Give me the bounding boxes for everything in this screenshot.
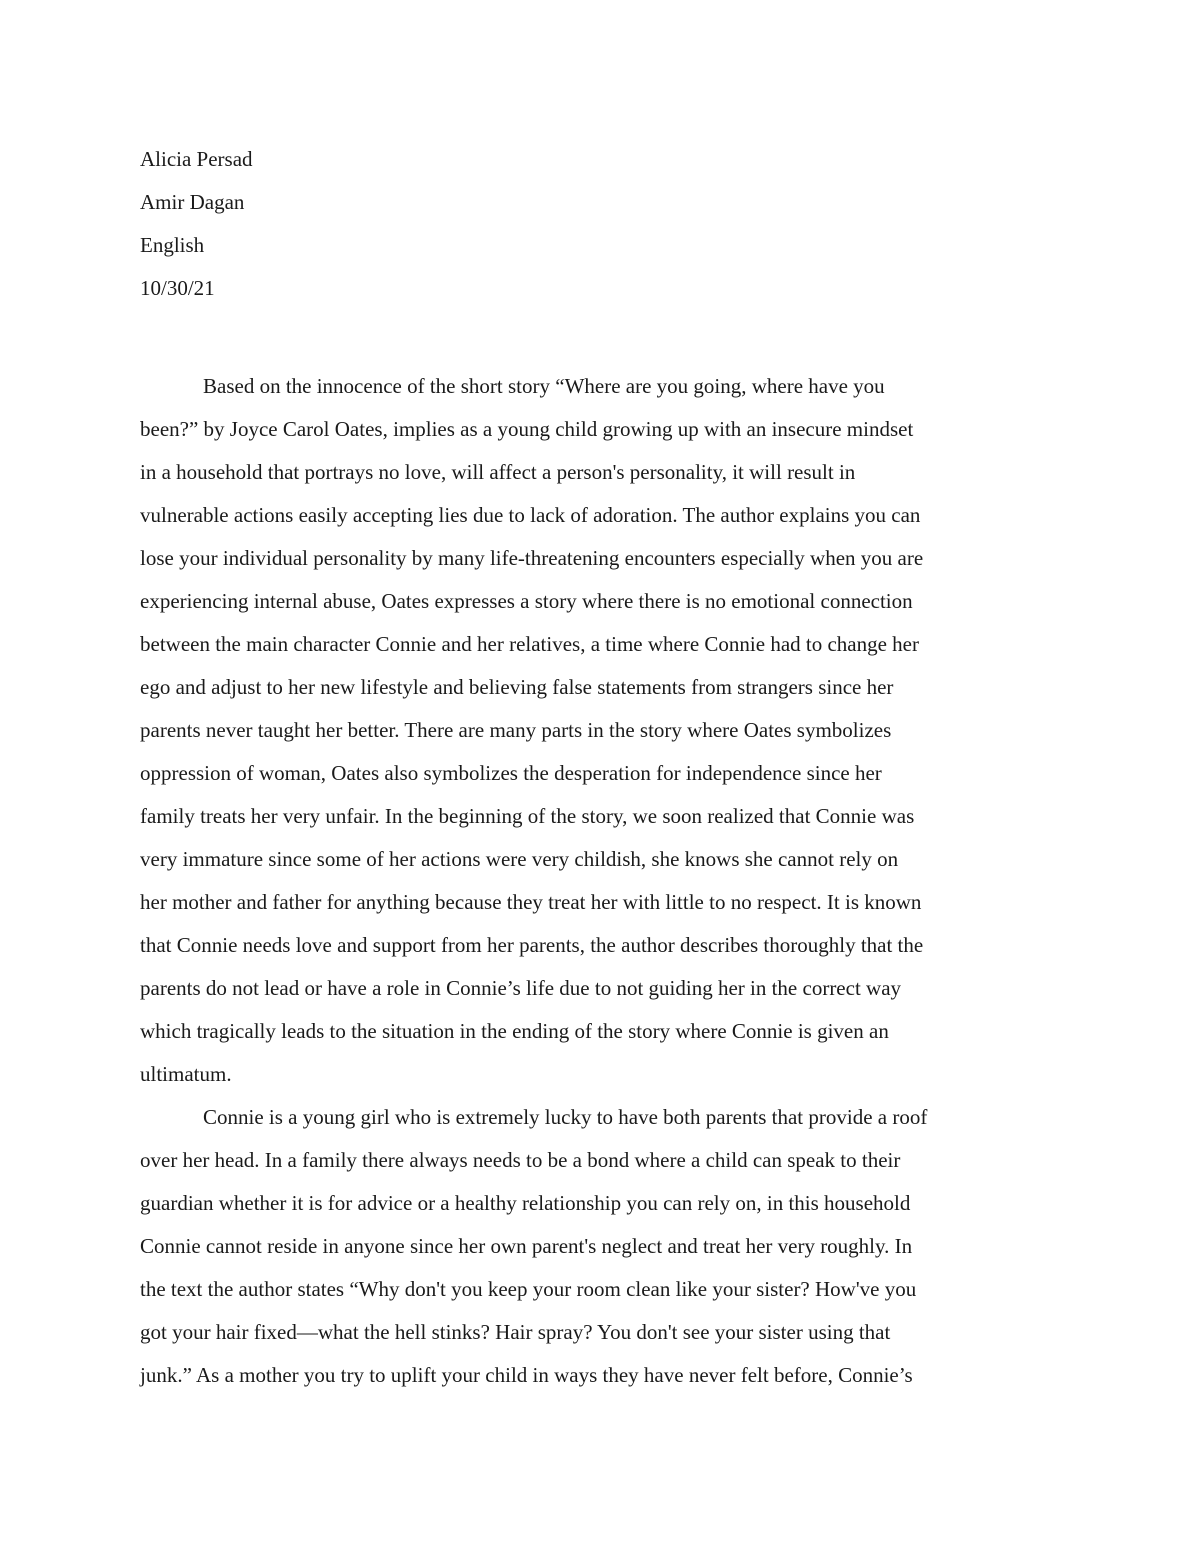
text-line: parents do not lead or have a role in Connie’s life due to not guiding her in the correct way xyxy=(140,976,902,1000)
text-line: experiencing internal abuse, Oates expresses a story where there is no emotional connection xyxy=(140,589,913,613)
essay-date: 10/30/21 xyxy=(140,276,215,300)
text-line: ego and adjust to her new lifestyle and believing false statements from strangers since her xyxy=(140,675,894,699)
text-line: very immature since some of her actions were very childish, she knows she cannot rely on xyxy=(140,847,899,871)
essay-body xyxy=(140,365,1060,1397)
text-line: her mother and father for anything because they treat her with little to no respect. It is known xyxy=(140,890,922,914)
text-line: guardian whether it is for advice or a healthy relationship you can rely on, in this household xyxy=(140,1191,911,1215)
text-line: oppression of woman, Oates also symbolizes the desperation for independence since her xyxy=(140,761,882,785)
text-line: between the main character Connie and her relatives, a time where Connie had to change her xyxy=(140,632,919,656)
text-line: Connie cannot reside in anyone since her own parent's neglect and treat her very roughly. In xyxy=(140,1234,913,1258)
text-line: family treats her very unfair. In the beginning of the story, we soon realized that Connie was xyxy=(140,804,915,828)
text-line: over her head. In a family there always needs to be a bond where a child can speak to their xyxy=(140,1148,901,1172)
text-line: ultimatum. xyxy=(140,1062,232,1086)
text-line: vulnerable actions easily accepting lies due to lack of adoration. The author explains you can xyxy=(140,503,921,527)
text-line: parents never taught her better. There are many parts in the story where Oates symbolizes xyxy=(140,718,892,742)
text-line: been?” by Joyce Carol Oates, implies as a young child growing up with an insecure mindset xyxy=(140,417,914,441)
mla-heading xyxy=(140,138,1060,310)
text-line: got your hair fixed—what the hell stinks? Hair spray? You don't see your sister using that xyxy=(140,1320,891,1344)
text-line: Based on the innocence of the short story “Where are you going, where have you xyxy=(203,374,885,398)
text-line: which tragically leads to the situation in the ending of the story where Connie is given an xyxy=(140,1019,889,1043)
instructor-name: Amir Dagan xyxy=(140,190,245,214)
course-name: English xyxy=(140,233,205,257)
text-line: Connie is a young girl who is extremely lucky to have both parents that provide a roof xyxy=(203,1105,928,1129)
student-name: Alicia Persad xyxy=(140,147,253,171)
text-line: junk.” As a mother you try to uplift your child in ways they have never felt before, Connie’s xyxy=(140,1363,913,1387)
text-line: in a household that portrays no love, will affect a person's personality, it will result in xyxy=(140,460,856,484)
paragraph-1 xyxy=(140,365,1060,1096)
text-line: lose your individual personality by many life-threatening encounters especially when you are xyxy=(140,546,924,570)
paragraph-2 xyxy=(140,1096,1060,1397)
text-line: the text the author states “Why don't you keep your room clean like your sister? How've you xyxy=(140,1277,917,1301)
text-line: that Connie needs love and support from her parents, the author describes thoroughly that the xyxy=(140,933,924,957)
